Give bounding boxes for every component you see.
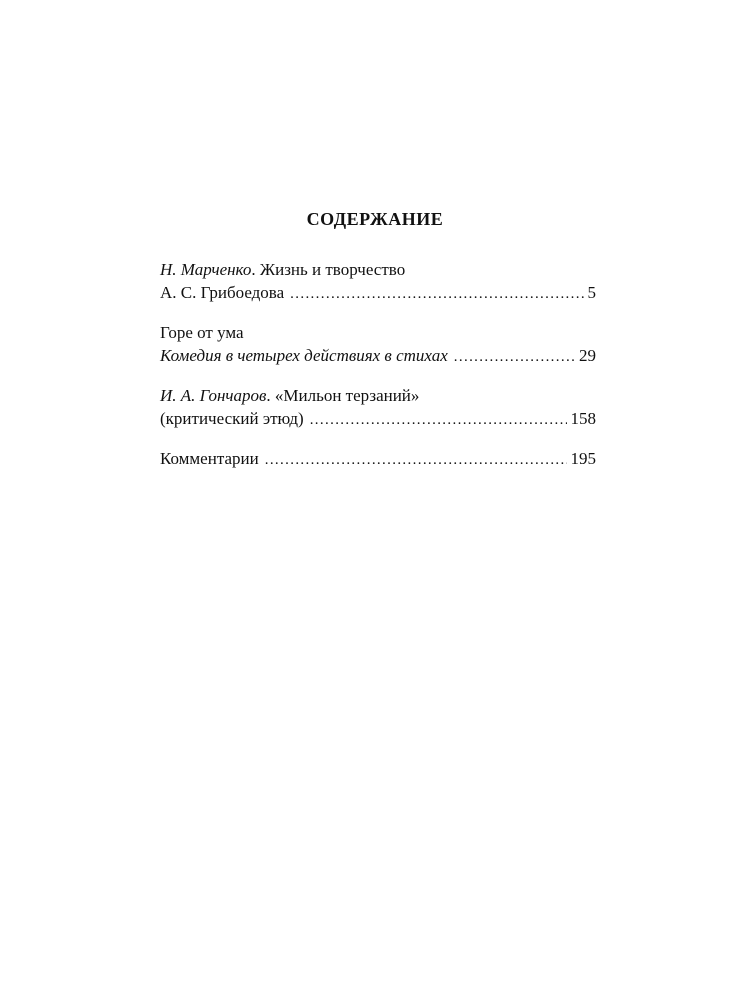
- toc-page-number: 158: [570, 409, 596, 428]
- toc-entry-line: [160, 281, 596, 306]
- dot-leader: [454, 346, 575, 369]
- toc-entry-heading: Комментарии: [160, 449, 259, 468]
- toc-entry-line: [160, 447, 596, 472]
- toc-entry-line: [160, 258, 596, 281]
- toc-entry-author: И. А. Гончаров: [160, 386, 267, 405]
- toc-entry-marchenko: [160, 258, 596, 306]
- toc-entry-author: Н. Марченко: [160, 260, 252, 279]
- toc-page-number: 195: [570, 449, 596, 468]
- dot-leader: [290, 283, 583, 306]
- toc-entry-title: . «Мильон терзаний»: [266, 386, 420, 405]
- toc-entry-line: [160, 407, 596, 432]
- toc-entry-heading: [160, 258, 405, 281]
- toc-entry-subtitle: А. С. Грибоедова: [160, 283, 285, 302]
- toc-entry-line: [160, 384, 596, 407]
- toc-entry-line: [160, 321, 596, 344]
- toc-entry-goncharov: [160, 384, 596, 432]
- toc-entry-subtitle: (критический этюд): [160, 409, 304, 428]
- dot-leader: [265, 449, 567, 472]
- dot-leader: [310, 409, 567, 432]
- toc-entry-subtitle: Комедия в четырех действиях в стихах: [160, 346, 448, 365]
- toc-entry-gore-ot-uma: [160, 321, 596, 369]
- toc-entry-title: . Жизнь и творчество: [251, 260, 406, 279]
- toc-entry-line: [160, 344, 596, 369]
- toc-entry-heading: Горе от ума: [160, 323, 244, 342]
- toc-entry-heading: [160, 384, 419, 407]
- toc-entry-comments: [160, 447, 596, 472]
- contents-heading: СОДЕРЖАНИЕ: [306, 209, 444, 229]
- table-of-contents: [160, 258, 596, 487]
- toc-page-number: 5: [587, 283, 596, 302]
- toc-page-number: 29: [579, 346, 596, 365]
